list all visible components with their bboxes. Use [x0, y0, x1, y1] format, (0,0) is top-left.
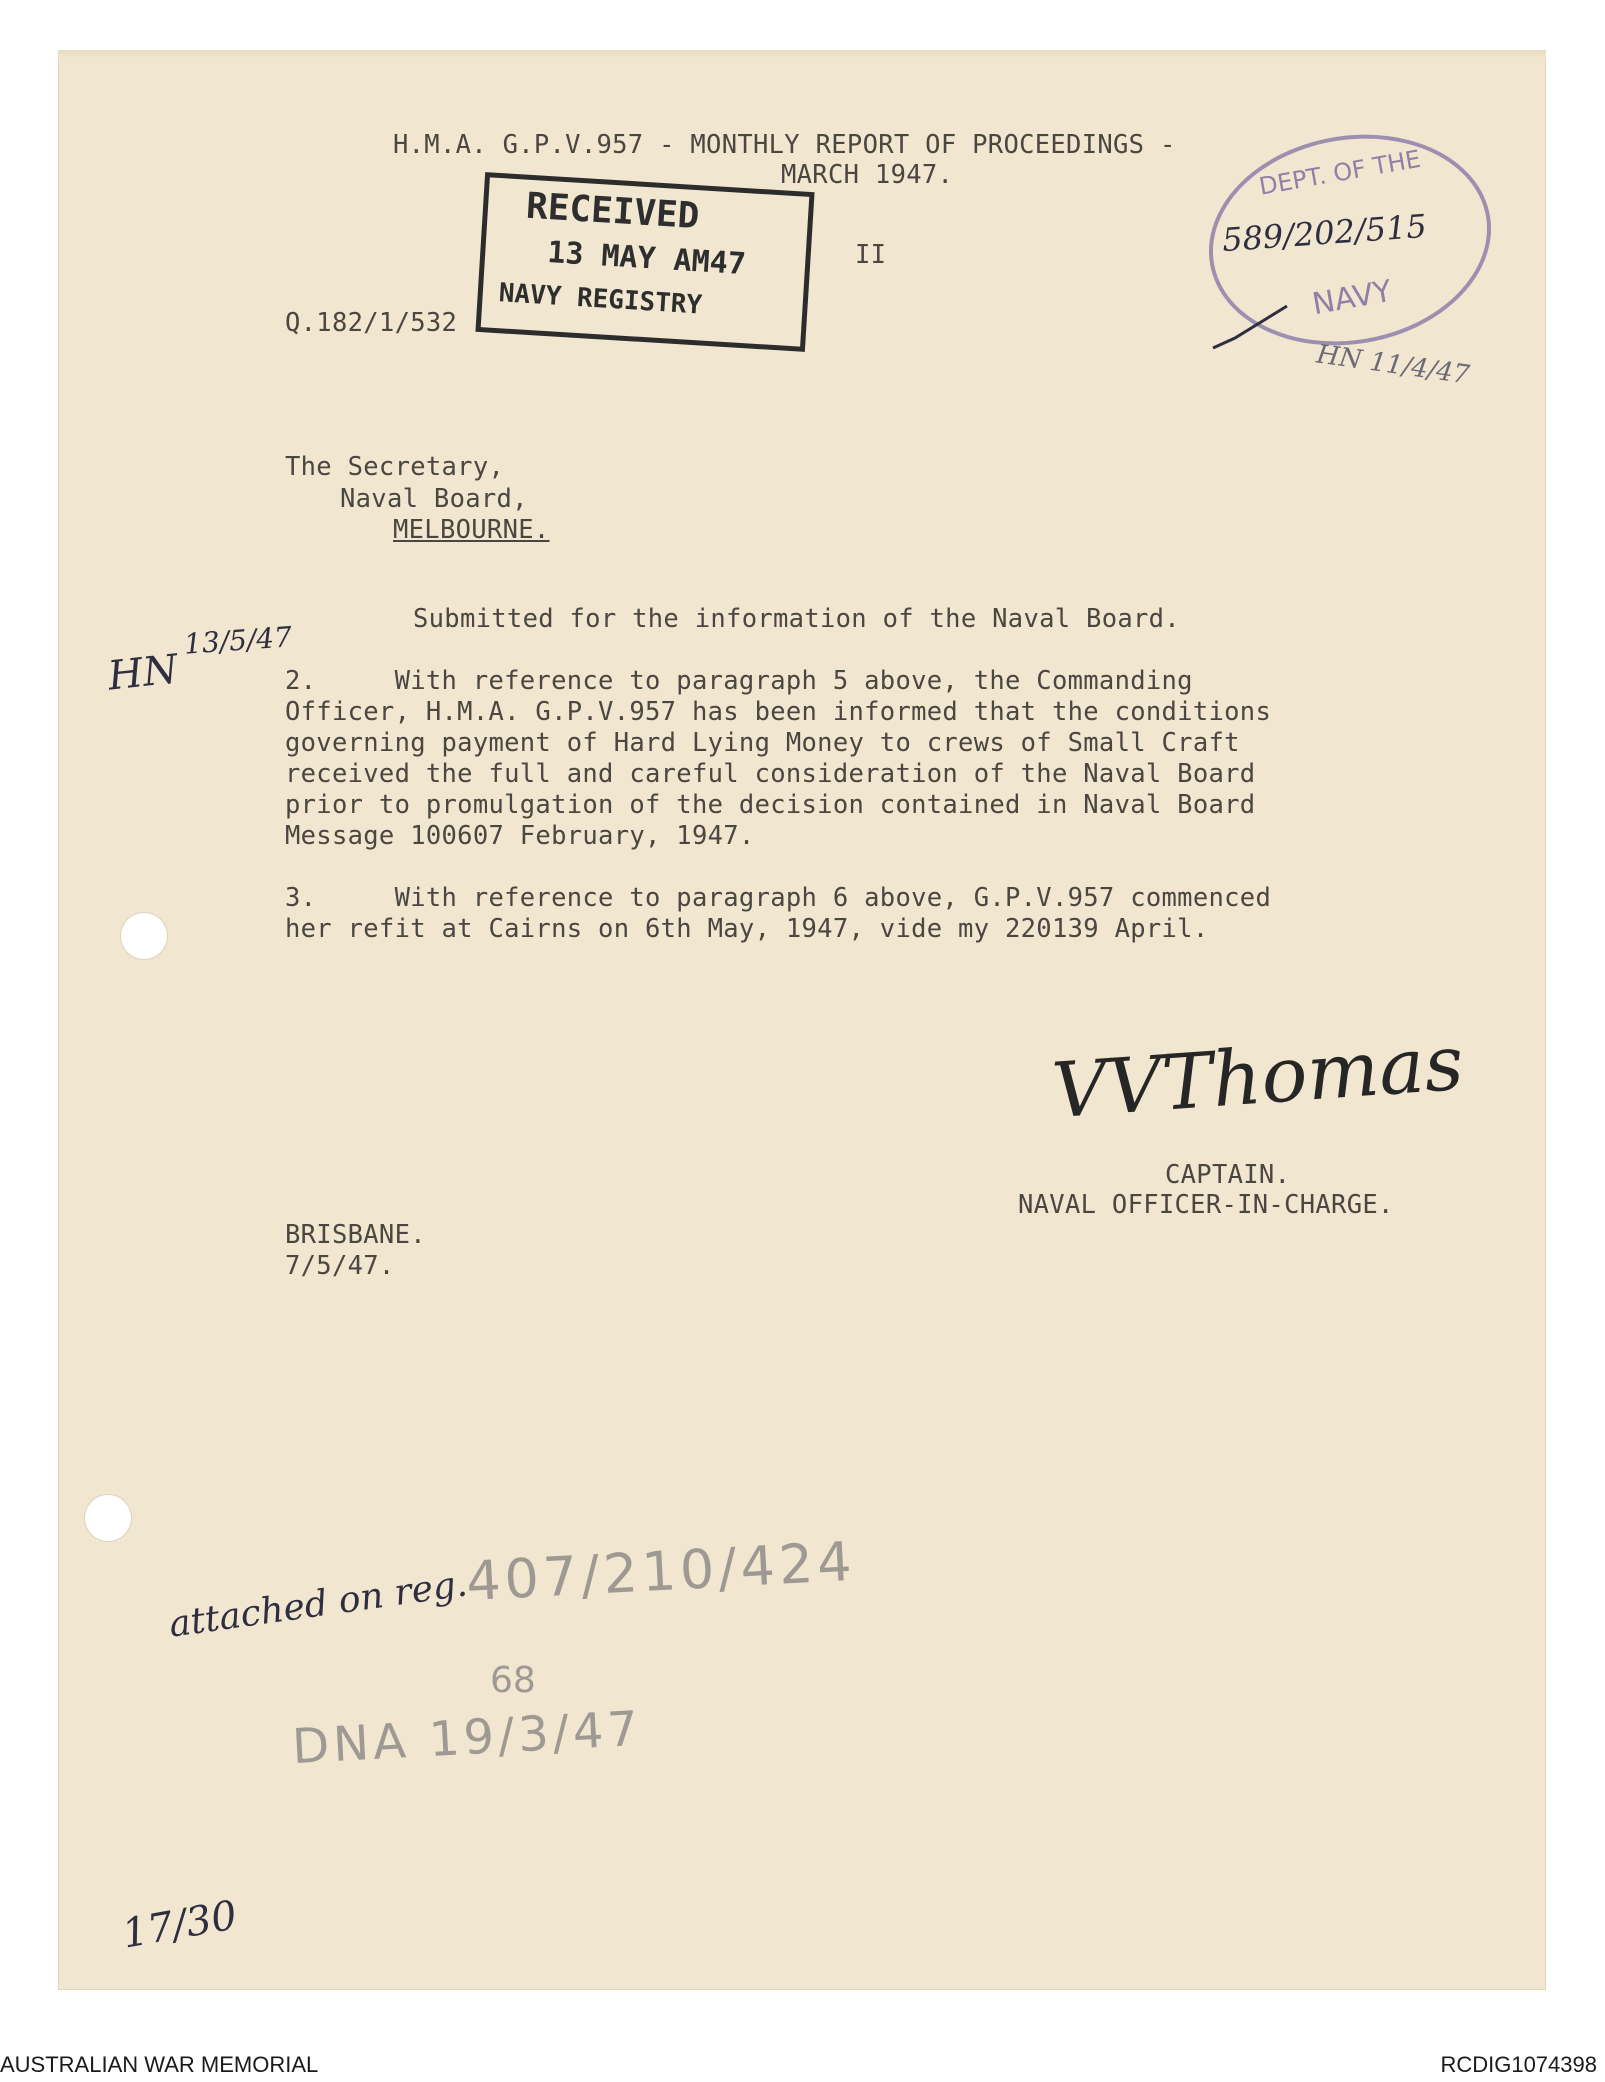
punch-hole-lower — [84, 1494, 132, 1542]
signature: VVThomas — [1049, 1017, 1467, 1136]
received-stamp — [475, 172, 814, 352]
signature-title: NAVAL OFFICER-IN-CHARGE. — [1018, 1190, 1394, 1220]
check-mark — [1205, 300, 1295, 360]
dna-correction: 68 — [490, 1660, 536, 1701]
letter-date: 7/5/47. — [285, 1251, 395, 1281]
paragraph-2-line: 2. With reference to paragraph 5 above, the Commanding — [285, 666, 1193, 696]
department-file-number: 589/202/515 — [1220, 206, 1428, 260]
received-stamp-date: 13 MAY AM47 — [546, 235, 747, 283]
addressee-city: MELBOURNE. — [393, 515, 550, 545]
initials-left: HN — [105, 646, 181, 700]
punch-hole-upper — [120, 912, 168, 960]
footer-credit: AUSTRALIAN WAR MEMORIAL — [0, 2052, 319, 2077]
paragraph-1: Submitted for the information of the Naval Board. — [413, 604, 1180, 634]
report-title: H.M.A. G.P.V.957 - MONTHLY REPORT OF PROCEEDINGS - — [393, 130, 1176, 160]
received-stamp-line1: RECEIVED — [524, 185, 701, 238]
received-stamp-registry: NAVY REGISTRY — [497, 278, 703, 321]
folio-number: 17/30 — [118, 1892, 241, 1958]
place: BRISBANE. — [285, 1220, 426, 1250]
signature-rank: CAPTAIN. — [1165, 1160, 1291, 1190]
paragraph-2-line: governing payment of Hard Lying Money to crews of Small Craft — [285, 728, 1240, 758]
report-month: MARCH 1947. — [781, 160, 954, 190]
section-numeral: II — [855, 240, 887, 270]
initials-left-date: 13/5/47 — [182, 620, 293, 661]
page-edge — [58, 50, 1546, 58]
initials-top: HN 11/4/47 — [1314, 339, 1472, 391]
dna-note: DNA 19/3/47 — [290, 1700, 644, 1776]
department-stamp-top: DEPT. OF THE — [1256, 144, 1423, 201]
department-stamp-bottom: NAVY — [1309, 273, 1395, 323]
paragraph-2-line: Officer, H.M.A. G.P.V.957 has been informed that the conditions — [285, 697, 1272, 727]
paragraph-2-line: received the full and careful consideration of the Naval Board — [285, 759, 1256, 789]
attached-note: attached on reg. — [166, 1563, 470, 1646]
paragraph-3-line: 3. With reference to paragraph 6 above, G.P.V.957 commenced — [285, 883, 1272, 913]
paragraph-2-line: prior to promulgation of the decision contained in Naval Board — [285, 790, 1256, 820]
addressee: The Secretary, — [285, 452, 505, 482]
registry-number: 407/210/424 — [464, 1529, 857, 1614]
reference-number: Q.182/1/532 — [285, 308, 458, 338]
addressee-board: Naval Board, — [340, 484, 528, 514]
paragraph-2-line: Message 100607 February, 1947. — [285, 821, 755, 851]
paragraph-3-line: her refit at Cairns on 6th May, 1947, vide my 220139 April. — [285, 914, 1209, 944]
footer-id: RCDIG1074398 — [1440, 2052, 1597, 2077]
